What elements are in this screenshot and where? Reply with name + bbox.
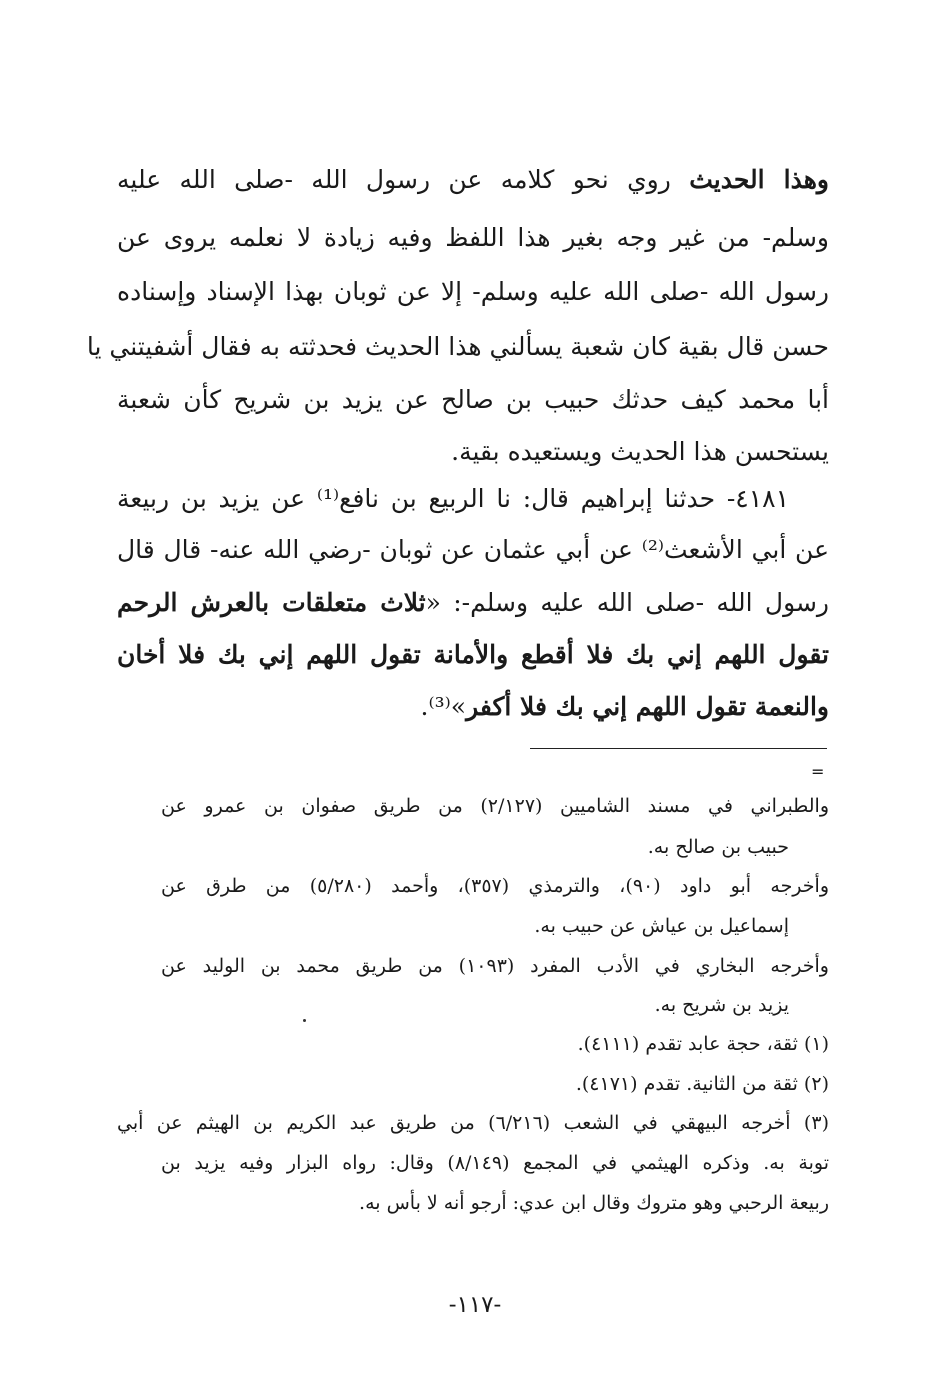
footnote-line-5: وأخرجه البخاري في الأدب المفرد (١٠٩٣) من طريق محمد بن الوليد عن bbox=[161, 955, 829, 977]
hadith-4181-line-5 bbox=[117, 682, 829, 732]
footnote-line-2: حبيب بن صالح به. bbox=[647, 836, 789, 858]
footnote-line-1: والطبراني في مسند الشاميين (٢/١٢٧) من طريق صفوان بن عمرو عن bbox=[161, 795, 830, 817]
commentary-line-1-text: روي نحو كلامه عن رسول الله -صلى الله عليه bbox=[117, 165, 690, 194]
commentary-line-3: رسول الله -صلى الله عليه وسلم- إلا عن ثوبان بهذا الإسناد وإسناده bbox=[117, 277, 829, 306]
hadith-4181-line-3-plain: رسول الله -صلى الله عليه وسلم-: « bbox=[425, 588, 829, 617]
footnote-2: (٢) ثقة من الثانية. تقدم (٤١٧١). bbox=[575, 1073, 829, 1095]
footnote-3-line-2: توبة به. وذكره الهيثمي في المجمع (٨/١٤٩) وقال: رواه البزار وفيه يزيد بن bbox=[161, 1152, 830, 1174]
commentary-bold-lead: وهذا الحديث bbox=[689, 165, 829, 194]
footnote-line-4: إسماعيل بن عياش عن حبيب به. bbox=[534, 915, 789, 937]
hadith-4181-line-5-bold: والنعمة تقول اللهم إني بك فلا أكفر bbox=[466, 692, 829, 721]
footnote-line-6: يزيد بن شريح به. bbox=[654, 994, 789, 1016]
hadith-4181-line-2: عن أبي الأشعث⁽²⁾ عن أبي عثمان عن ثوبان -رضي الله عنه- قال قال bbox=[117, 535, 829, 564]
footnote-1: (١) ثقة، حجة عابد تقدم (٤١١١). bbox=[577, 1033, 829, 1055]
footnote-3-line-3: ربيعة الرحبي وهو متروك وقال ابن عدي: أرجو أنه لا بأس به. bbox=[359, 1192, 829, 1214]
commentary-line-1 bbox=[117, 155, 829, 205]
commentary-line-4: حسن قال بقية كان شعبة يسألني هذا الحديث فحدثته به فقال أشفيتني يا bbox=[86, 332, 829, 361]
footnote-line-3: وأخرجه أبو داود (٩٠)، والترمذي (٣٥٧)، وأحمد (٥/٢٨٠) من طرق عن bbox=[161, 875, 829, 897]
commentary-line-5: أبا محمد كيف حدثك حبيب بن صالح عن يزيد بن شريح كأن شعبة bbox=[117, 385, 829, 414]
commentary-line-2: وسلم- من غير وجه بغير هذا اللفظ وفيه زيادة لا نعلمه يروى عن bbox=[117, 223, 829, 252]
hadith-4181-line-3 bbox=[117, 578, 829, 628]
page-number: -١١٧- bbox=[448, 1292, 502, 1318]
footnote-3-line-1: (٣) أخرجه البيهقي في الشعب (٦/٢١٦) من طريق عبد الكريم بن الهيثم عن أبي bbox=[117, 1112, 829, 1134]
hadith-4181-line-3-bold: ثلاث متعلقات بالعرش الرحم bbox=[117, 588, 426, 617]
hadith-4181-line-1: ٤١٨١- حدثنا إبراهيم قال: نا الربيع بن نافع⁽¹⁾ عن يزيد بن ربيعة bbox=[117, 484, 789, 513]
hadith-4181-line-4: تقول اللهم إني بك فلا أقطع والأمانة تقول اللهم إني بك فلا أخان bbox=[117, 640, 829, 669]
commentary-line-6: يستحسن هذا الحديث ويستعيده بقية. bbox=[451, 437, 829, 466]
hadith-4181-line-5-tail: »⁽³⁾. bbox=[420, 692, 467, 721]
stray-dot bbox=[303, 1019, 306, 1022]
footnote-continuation-mark: = bbox=[811, 762, 824, 781]
footnote-separator bbox=[530, 748, 827, 749]
